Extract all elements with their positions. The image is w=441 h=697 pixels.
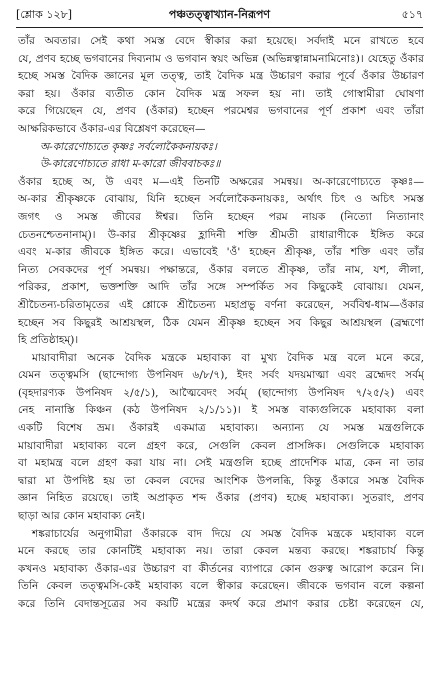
text-line: শঙ্করাচার্যের অনুগামীরা ওঁকারকে বাদ দিয়ে যে সমস্ত বৈদিক মন্ত্রকে মহাবাক্য বলে [32,527,424,540]
text-line: ছাড়া আর কোন মহাবাক্য নেই। [18,510,145,523]
text-line: করে গিয়েছেন যে, প্রণব (ওঁকার) হচ্ছেন পরমেশ্বর ভগবানের পূর্ণ প্রকাশ এবং তাঁরা [18,105,424,118]
text-line: মায়াবাদীরা অনেক বৈদিক মন্ত্রকে মহাবাক্য বা মুখ্য বৈদিক মন্ত্র বলে মনে করে, [32,351,424,364]
text-line: এবং ম-কার জীবকে ইঙ্গিত করে। এভাবেই 'ওঁ' হচ্ছেন শ্রীকৃষ্ণ, তাঁর শক্তি এবং তাঁর [18,246,424,259]
body-text [18,33,424,614]
text-line: বা মহামন্ত্র বলে গ্রহণ করা যায় না। সেই মন্ত্রগুলি হচ্ছে প্রাদেশিক মাত্র, কেন না তার [18,457,424,470]
text-line: যেমন তত্ত্বমসি (ছান্দোগ্য উপনিষদ ৬/৮/৭), ইদং সর্বং যদয়মাত্মা এবং ব্রহ্মেদং সর্বম্ [18,369,424,382]
text-line: পরিকর, প্রকাশ, ভক্তশক্তি আদি তাঁর সঙ্গে সম্পর্কিত সব কিছুকেই বোঝায়। যেমন, [18,281,424,294]
text-line: তিনি কেবল তত্ত্বমসি-কেই মহাবাক্য বলে স্বীকার করেছেন। জীবকে ভগবান বলে কল্পনা [18,580,424,593]
text-line: একটি বিশেষ ভ্রম। ওঁকারই একমাত্র মহাবাক্য। অন্যান্য যে সমস্ত মন্ত্রগুলিকে [18,422,424,435]
text-line: যে, প্রণব হচ্ছে ভগবানের দিব্যনাম ও ভগবান স্বয়ং অভিন্ন (অভিন্নত্বান্নামনামিনোঃ)। যেহেতু ওঁকার [18,52,424,65]
header-divider [16,27,423,28]
text-line: চেতনশ্চেতনানাম্)। উ-কার শ্রীকৃষ্ণের হ্লাদিনী শক্তি শ্রীমতী রাধারাণীকে ইঙ্গিত করে [18,228,424,241]
sanskrit-verse-line: অ-কারেণোচ্যতে কৃষ্ণঃ সর্বলোকৈকনায়কঃ। [40,140,217,153]
text-line: অ-কার শ্রীকৃষ্ণকে বোঝায়, যিনি হচ্ছেন সর্বলোকৈকনায়কঃ, অর্থাৎ চিৎ ও অচিৎ সমস্ত [18,193,424,206]
text-line: করে তিনি বেদান্তসূত্রের সব কয়টি মন্ত্রের কদর্থ করে প্রমাণ করার চেষ্টা করেছেন যে, [18,598,424,610]
text-line: জগৎ ও সমস্ত জীবের ঈশ্বর। তিনি হচ্ছেন পরম নায়ক (নিত্যো নিত্যানাং [18,210,424,223]
text-line: নিত্য সেবকদের পূর্ণ সমন্বয়। পক্ষান্তরে, ওঁকার বলতে শ্রীকৃষ্ণ, তাঁর নাম, যশ, লীলা, [18,263,424,276]
text-line: জ্ঞান নিহিত রয়েছে। তাই অপ্রাকৃত শব্দ ওঁকার (প্রণব) হচ্ছে মহাবাক্য। সুতরাং, প্রণব [18,492,424,505]
text-line: নেহ নানাস্তি কিঞ্চন (কঠ উপনিষদ ২/১/১১)। ই সমস্ত বাক্যগুলিকে মহাবাক্য বলা [18,404,424,417]
text-line: হি প্রতিষ্ঠাহম্)। [18,334,79,347]
text-line: হচ্ছেন সব কিছুরই আশ্রয়স্থল, ঠিক যেমন শ্রীকৃষ্ণ হচ্ছেন সব কিছুর আশ্রয়স্থল (ব্রহ্মণো [18,316,424,329]
page-header [16,6,423,24]
verse-reference: [শ্লোক ১২৮] [16,8,73,21]
text-line: তাঁর অবতার। সেই কথা সমস্ত বেদে স্বীকার করা হয়েছে। সর্বদাই মনে রাখতে হবে [18,35,424,47]
text-line: শ্রীচৈতন্য-চরিতামৃতের এই শ্লোকে শ্রীচৈতন্য মহাপ্রভু বর্ণনা করেছেন, সর্ববিশ্ব-ধাম—ওঁকার [18,298,424,311]
text-line: কখনও মহাবাক্য ওঁকার-এর উচ্চারণ বা কীর্তনের ব্যাপারে কোন গুরুত্ব আরোপ করেন নি। [18,562,424,575]
text-line: আক্ষরিকভাবে ওঁকার-এর বিশ্লেষণ করেছেন— [18,122,206,135]
text-line: দ্বারা মা উপদিষ্ট হয় তা কেবল বেদের আংশিক উপলব্ধি, কিন্তু ওঁকারে সমস্ত বৈদিক [18,474,424,487]
text-line: হচ্ছে সমস্ত বৈদিক জ্ঞানের মূল তত্ত্ব, তাই বৈদিক মন্ত্র উচ্চারণ করার পূর্বে ওঁকার উচ্চারণ [18,70,424,83]
page-number: ৫১৭ [401,8,423,21]
text-line: ওঁকার হচ্ছে অ, উ এবং ম—এই তিনটি অক্ষরের সমন্বয়। অ-কারেণোচ্যতে কৃষ্ণঃ— [18,175,424,188]
chapter-title: পঞ্চতত্ত্বাখ্যান-নিরূপণ [168,8,271,21]
text-line: মনে করছে তার কোনটিই মহাবাক্য নয়। তারা কেবল মন্তব্য করছে। শঙ্করাচার্য কিন্তু [18,545,424,558]
text-line: করা হয়। ওঁকার ব্যতীত কোন বৈদিক মন্ত্র সফল হয় না। তাই গোস্বামীরা ঘোষণা [18,87,424,100]
text-line: মায়াবাদীরা মহাবাক্য বলে গ্রহণ করে, সেগুলি কেবল প্রাসঙ্গিক। সেগুলিকে মহাবাক্য [18,439,424,452]
sanskrit-verse-line: উ-কারেণোচ্যতে রাধা ম-কারো জীববাচকঃ॥ [40,158,221,171]
text-line: (বৃহদারণ্যক উপনিষদ ২/৫/১), আত্মৈবেদং সর্বম্ (ছান্দোগ্য উপনিষদ ৭/২৫/২) এবং [18,386,424,399]
